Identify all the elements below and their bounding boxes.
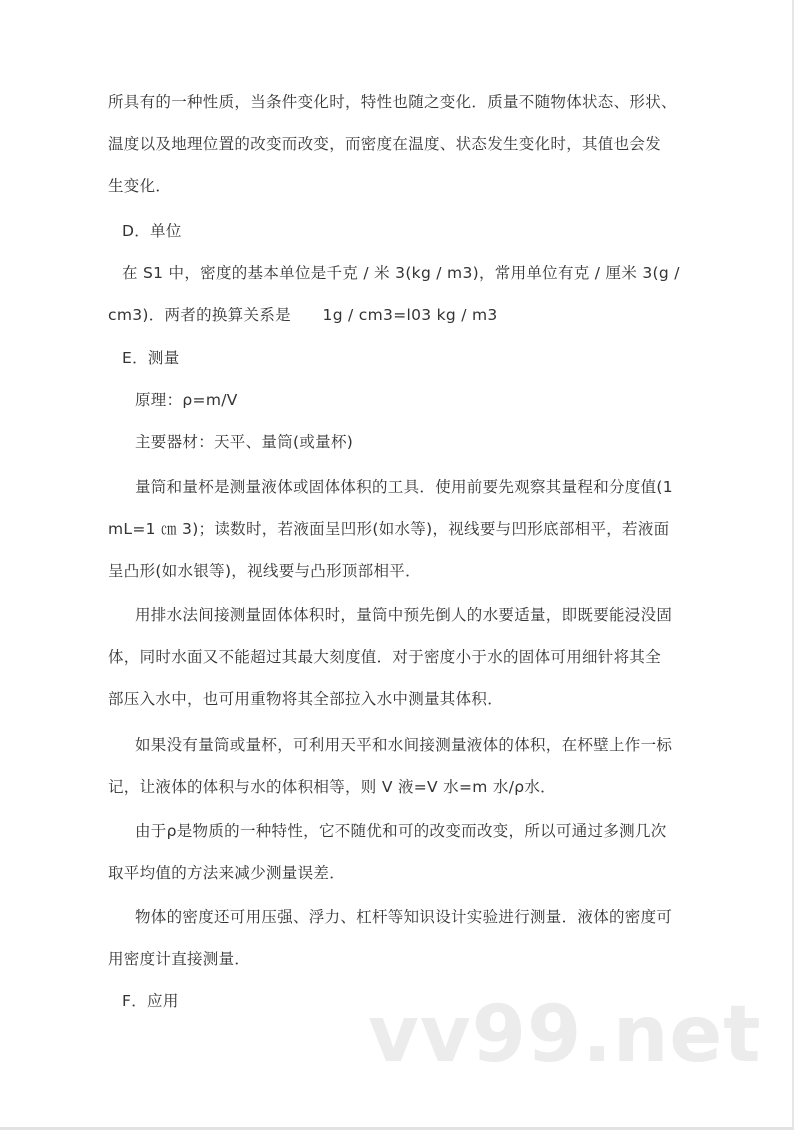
paragraph-line: 如果没有量筒或量杯，可利用天平和水间接测量液体的体积，在杯壁上作一标 xyxy=(135,736,673,754)
watermark: vv99.net xyxy=(368,990,762,1080)
paragraph-line: 部压入水中，也可用重物将其全部拉入水中测量其体积． xyxy=(108,690,504,708)
section-heading-f: F．应用 xyxy=(122,992,179,1010)
paragraph-line: 体，同时水面又不能超过其最大刻度值．对于密度小于水的固体可用细针将其全 xyxy=(108,648,662,666)
paragraph-line: 在 S1 中，密度的基本单位是千克 / 米 3(kg / m3)，常用单位有克 / 厘米 3(g / xyxy=(122,264,680,282)
paragraph-line: 用密度计直接测量． xyxy=(108,950,251,968)
paragraph-line: 物体的密度还可用压强、浮力、杠杆等知识设计实验进行测量．液体的密度可 xyxy=(135,908,673,926)
paragraph-line: mL=1 ㎝ 3)；读数时，若液面呈凹形(如水等)，视线要与凹形底部相平，若液面 xyxy=(108,520,670,538)
paragraph-line: 用排水法间接测量固体体积时，量筒中预先倒人的水要适量，即既要能浸没固 xyxy=(135,606,673,624)
paragraph-line: 温度以及地理位置的改变而改变，而密度在温度、状态发生变化时，其值也会发 xyxy=(108,135,662,153)
paragraph-line: cm3)．两者的换算关系是 1g / cm3=l03 kg / m3 xyxy=(108,306,498,324)
principle-line: 原理：ρ=m/V xyxy=(135,391,238,409)
paragraph-line: 取平均值的方法来减少测量误差． xyxy=(108,864,346,882)
paragraph-line: 由于ρ是物质的一种特性，它不随优和可的改变而改变，所以可通过多测几次 xyxy=(135,822,667,840)
paragraph-line: 呈凸形(如水银等)，视线要与凸形顶部相平． xyxy=(108,562,421,580)
section-heading-d: D．单位 xyxy=(122,222,182,240)
paragraph-line: 量筒和量杯是测量液体或固体体积的工具．使用前要先观察其量程和分度值(1 xyxy=(135,478,673,496)
equipment-line: 主要器材：天平、量筒(或量杯) xyxy=(135,433,354,451)
paragraph-line: 生变化． xyxy=(108,177,172,195)
section-heading-e: E．测量 xyxy=(122,349,180,367)
paragraph-line: 所具有的一种性质，当条件变化时，特性也随之变化．质量不随物体状态、形状、 xyxy=(108,93,677,111)
paragraph-line: 记，让液体的体积与水的体积相等，则 V 液=V 水=m 水/ρ水． xyxy=(108,778,556,796)
